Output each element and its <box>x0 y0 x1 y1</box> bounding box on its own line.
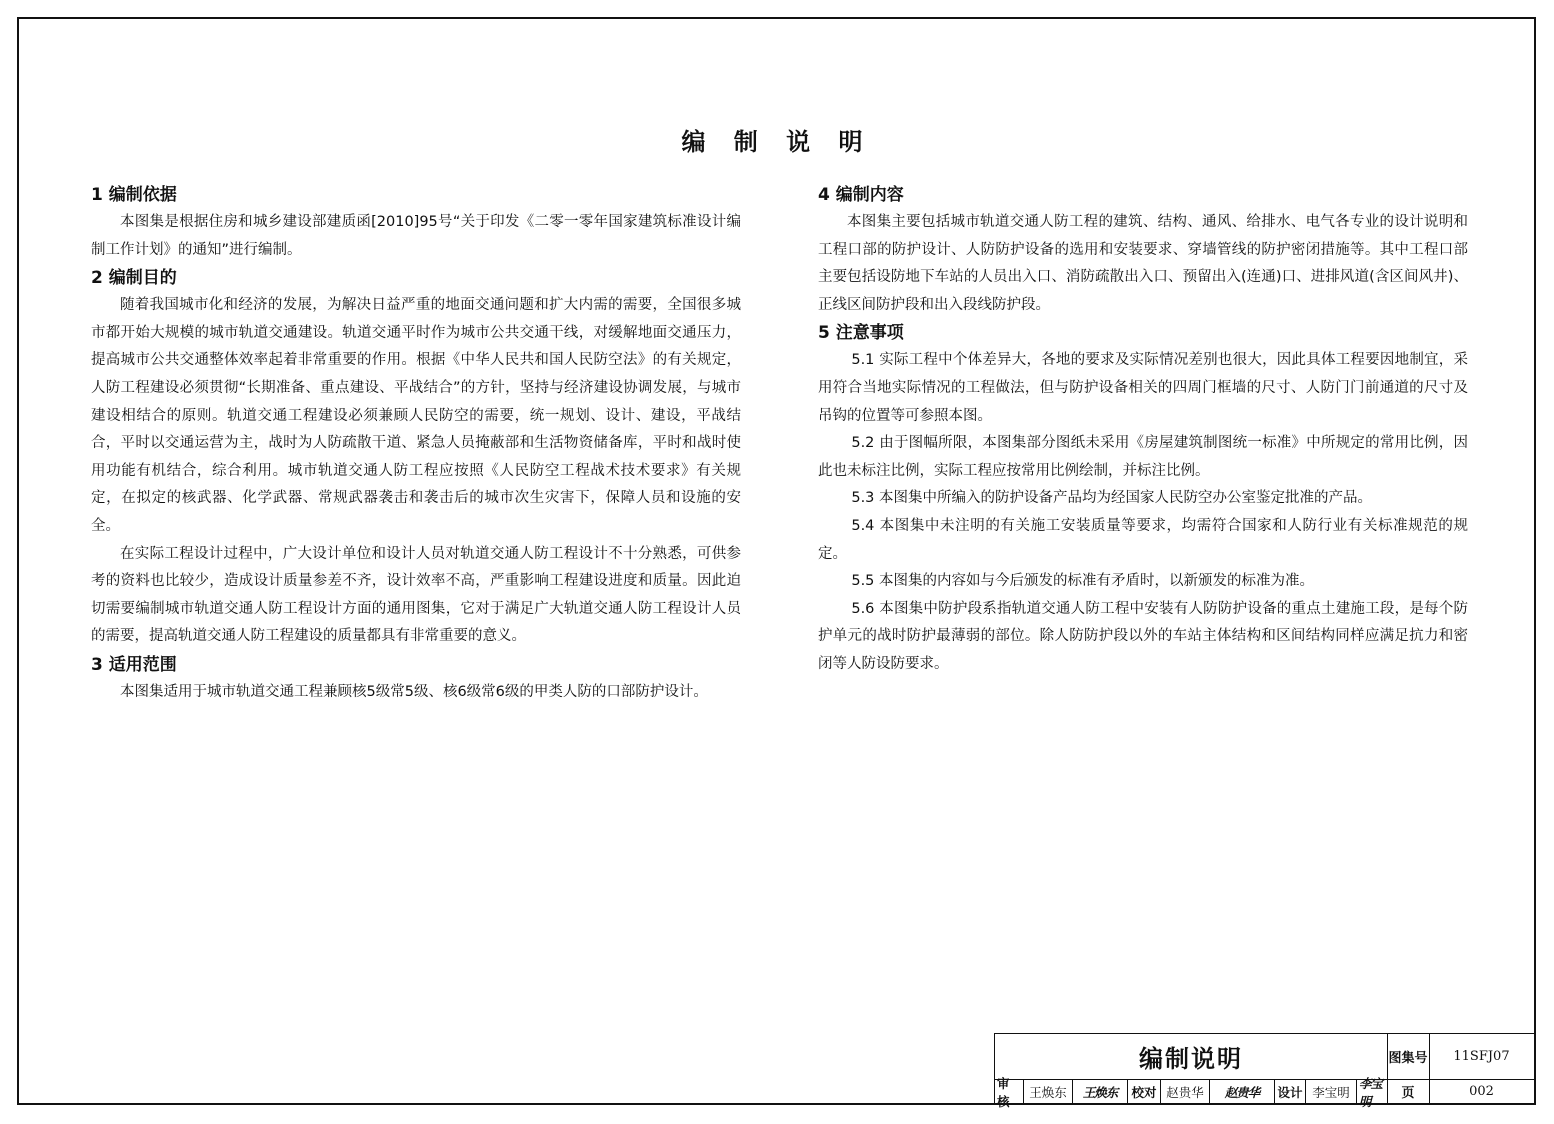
title-block-title: 编制说明 <box>995 1034 1388 1079</box>
section-4-paragraph: 本图集主要包括城市轨道交通人防工程的建筑、结构、通风、给排水、电气各专业的设计说明和工程口部的防护设计、人防防护设备的选用和安装要求、穿墙管线的防护密闭措施等。其中工程口部主要包括设防地下车站的人员出入口、消防疏散出入口、预留出入(连通)口、进排风道(含区间风井)、正线区间防护段和出入段线防护段。 <box>818 214 1468 313</box>
section-4-heading: 4 编制内容 <box>818 185 904 205</box>
section-2-heading: 2 编制目的 <box>91 268 177 289</box>
atlas-number: 11SFJ07 <box>1453 1049 1510 1064</box>
page-title: 编 制 说 明 <box>681 128 873 156</box>
section-1-paragraph: 本图集是根据住房和城乡建设部建质函[2010]95号“关于印发《二零一零年国家建筑标准设计编制工作计划》的通知”进行编制。 <box>91 214 741 258</box>
note-5-2: 5.2 由于图幅所限，本图集部分图纸未采用《房屋建筑制图统一标准》中所规定的常用比例，因此也未标注比例，实际工程应按常用比例绘制，并标注比例。 <box>818 435 1468 479</box>
designer-name: 李宝明 <box>1306 1079 1357 1104</box>
designer-signature: 李宝明 <box>1359 1075 1383 1109</box>
atlas-number-label: 图集号 <box>1387 1034 1430 1080</box>
title-block <box>994 1033 1535 1109</box>
section-3-paragraph: 本图集适用于城市轨道交通工程兼顾核5级常5级、核6级常6级的甲类人防的口部防护设计。 <box>120 683 708 700</box>
checker-name: 赵贵华 <box>1161 1079 1210 1104</box>
reviewer-signature: 王焕东 <box>1073 1079 1128 1104</box>
section-5-heading: 5 注意事项 <box>818 323 904 344</box>
note-5-3: 5.3 本图集中所编入的防护设备产品均为经国家人民防空办公室鉴定批准的产品。 <box>851 490 1373 507</box>
design-label: 设计 <box>1275 1079 1306 1104</box>
check-label: 校对 <box>1128 1079 1161 1104</box>
note-5-1: 5.1 实际工程中个体差异大，各地的要求及实际情况差别也很大，因此具体工程要因地制宜，采用符合当地实际情况的工程做法，但与防护设备相关的四周门框墙的尺寸、人防门门前通道的尺寸及吊钩的位置等可参照本图。 <box>818 352 1468 424</box>
review-label: 审核 <box>995 1079 1024 1104</box>
page-label: 页 <box>1387 1079 1430 1104</box>
reviewer-name: 王焕东 <box>1024 1079 1073 1104</box>
page-number: 002 <box>1469 1084 1494 1099</box>
section-2-paragraph-1: 随着我国城市化和经济的发展，为解决日益严重的地面交通问题和扩大内需的需要，全国很多城市都开始大规模的城市轨道交通建设。轨道交通平时作为城市公共交通干线，对缓解地面交通压力，提高城市公共交通整体效率起着非常重要的作用。根据《中华人民共和国人民防空法》的有关规定，人防工程建设必须贯彻“长期准备、重点建设、平战结合”的方针，坚持与经济建设协调发展，与城市建设相结合的原则。轨道交通工程建设必须兼顾人民防空的需要，统一规划、设计、建设，平战结合，平时以交通运营为主，战时为人防疏散干道、紧急人员掩蔽部和生活物资储备库，平时和战时使用功能有机结合，综合利用。城市轨道交通人防工程应按照《人民防空工程战术技术要求》有关规定，在拟定的核武器、化学武器、常规武器袭击和袭击后的城市次生灾害下，保障人员和设施的安全。 <box>91 297 741 534</box>
right-column <box>818 181 1468 679</box>
note-5-5: 5.5 本图集的内容如与今后颁发的标准有矛盾时，以新颁发的标准为准。 <box>851 573 1315 590</box>
checker-signature: 赵贵华 <box>1210 1079 1275 1104</box>
section-1-heading: 1 编制依据 <box>91 185 177 205</box>
note-5-4: 5.4 本图集中未注明的有关施工安装质量等要求，均需符合国家和人防行业有关标准规范的规定。 <box>818 517 1468 562</box>
left-column <box>91 181 741 707</box>
signature-row <box>995 1075 1388 1109</box>
section-2-paragraph-2: 在实际工程设计过程中，广大设计单位和设计人员对轨道交通人防工程设计不十分熟悉，可供参考的资料也比较少，造成设计质量参差不齐，设计效率不高，严重影响工程建设进度和质量。因此迫切需要编制城市轨道交通人防工程设计方面的通用图集，它对于满足广大轨道交通人防工程设计人员的需要，提高轨道交通人防工程建设的质量都具有非常重要的意义。 <box>91 545 741 645</box>
note-5-6: 5.6 本图集中防护段系指轨道交通人防工程中安装有人防防护设备的重点土建施工段，是每个防护单元的战时防护最薄弱的部位。除人防防护段以外的车站主体结构和区间结构同样应满足抗力和密闭等人防设防要求。 <box>818 600 1468 672</box>
section-3-heading: 3 适用范围 <box>91 654 177 675</box>
